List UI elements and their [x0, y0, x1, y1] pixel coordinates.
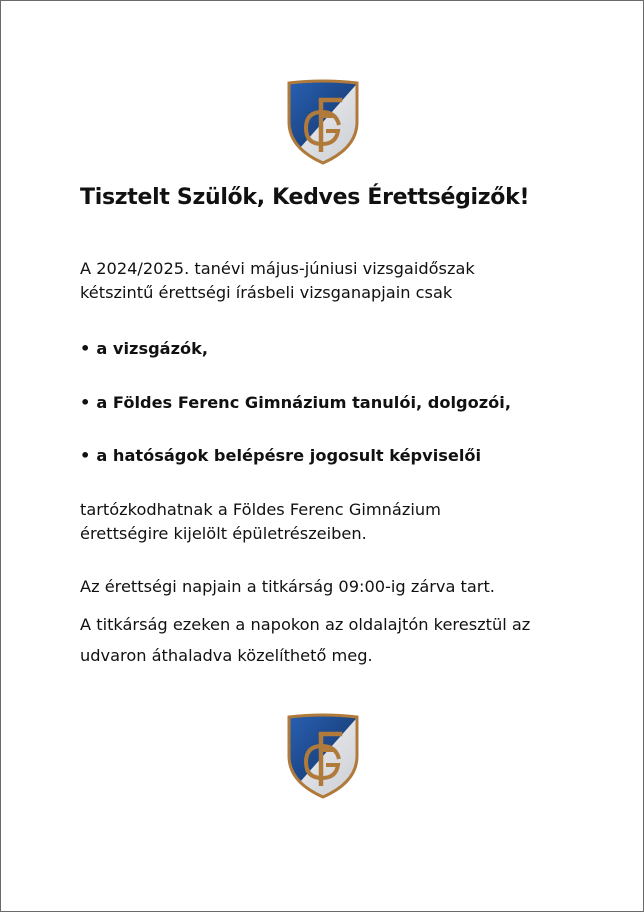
bullet-dot: • [80, 339, 91, 358]
intro-line-1: A 2024/2025. tanévi május-júniusi vizsgaidőszak [80, 259, 475, 278]
bullet-item [80, 337, 208, 361]
after-bullets-line-1: tartózkodhatnak a Földes Ferenc Gimnázium [80, 500, 441, 519]
crest-bottom-graphic [284, 712, 362, 800]
page-title: Tisztelt Szülők, Kedves Érettségizők! [80, 185, 530, 210]
bullet-text-examinees: a vizsgázók, [96, 339, 209, 358]
school-crest-icon [284, 78, 362, 166]
school-crest-icon [284, 712, 362, 800]
notice-access-line-2: udvaron áthaladva közelíthető meg. [80, 646, 373, 665]
notice-closed: Az érettségi napjain a titkárság 09:00-ig zárva tart. [80, 577, 495, 596]
notice-access-line-1: A titkárság ezeken a napokon az oldalajtón keresztül az [80, 615, 531, 634]
intro-line-2: kétszintű érettségi írásbeli vizsganapjain csak [80, 283, 453, 302]
bullet-text-students-staff: a Földes Ferenc Gimnázium tanulói, dolgozói, [96, 393, 511, 412]
bullet-item [80, 444, 481, 468]
after-bullets-line-2: érettségire kijelölt épületrészeiben. [80, 524, 367, 543]
bullet-item [80, 391, 511, 415]
bullet-dot: • [80, 446, 91, 465]
bullet-text-authorities: a hatóságok belépésre jogosult képviselői [96, 446, 482, 465]
bullet-dot: • [80, 393, 91, 412]
crest-top-graphic [284, 78, 362, 166]
